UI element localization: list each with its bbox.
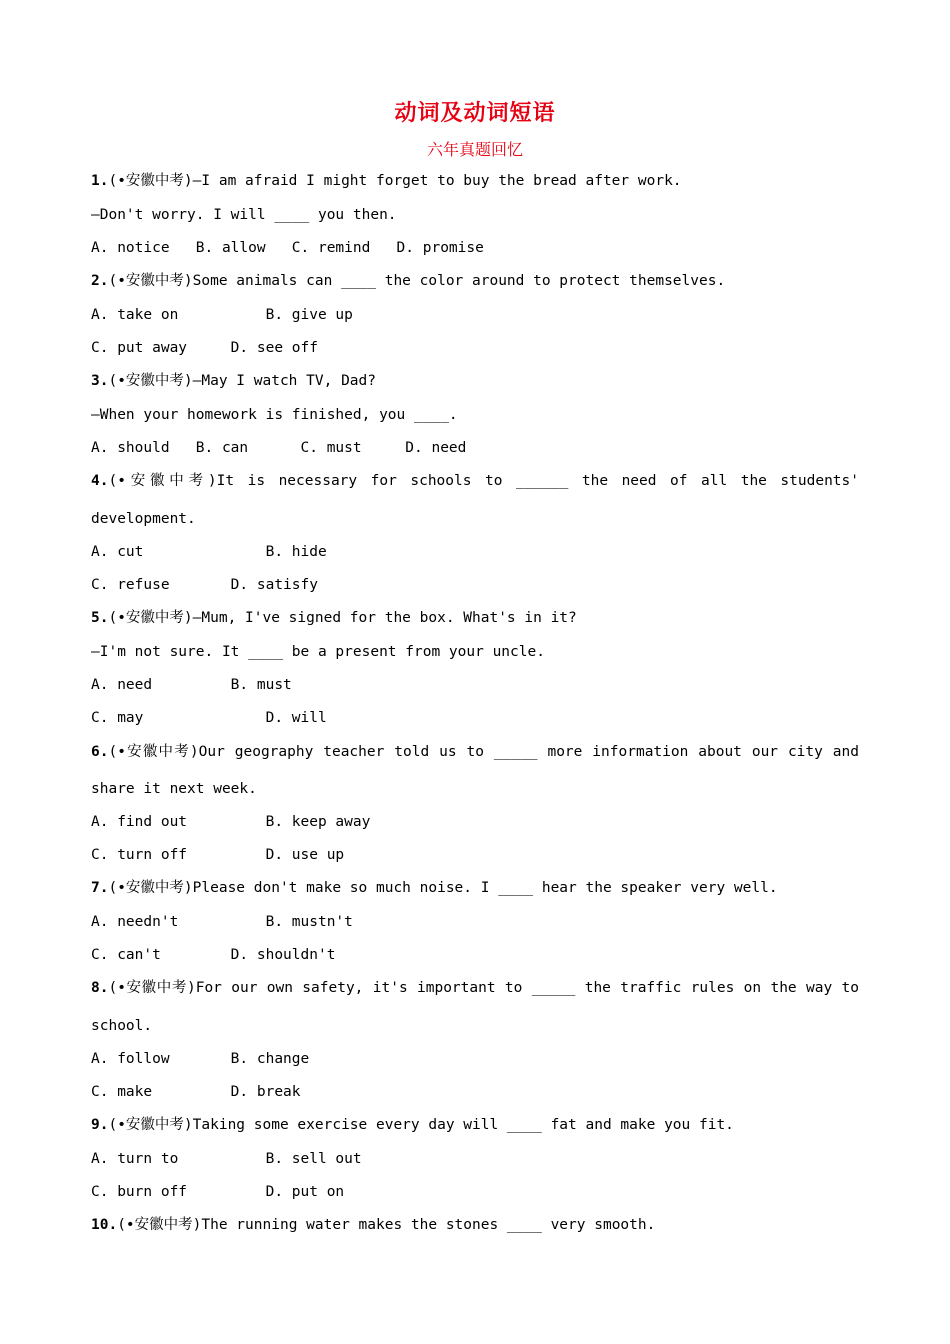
question-4-options-line-2: C. refuse D. satisfy — [91, 577, 318, 593]
question-6-continuation: share it next week. — [91, 781, 257, 797]
question-number: 8. — [91, 980, 109, 996]
question-7-options-line-1: A. needn't B. mustn't — [91, 914, 353, 930]
question-1-options: A. notice B. allow C. remind D. promise — [91, 240, 484, 256]
question-number: 6. — [91, 744, 109, 760]
question-2-options-line-2: C. put away D. see off — [91, 340, 318, 356]
question-1-continuation: —Don't worry. I will ____ you then. — [91, 207, 397, 223]
question-8-options-line-2: C. make D. break — [91, 1084, 301, 1100]
question-6-stem: 6.(•安徽中考)Our geography teacher told us to _____ more information about our city and — [91, 744, 859, 760]
question-2-options-line-1: A. take on B. give up — [91, 307, 353, 323]
question-5-options-line-1: A. need B. must — [91, 677, 292, 693]
question-number: 2. — [91, 273, 109, 289]
question-9-options-line-2: C. burn off D. put on — [91, 1184, 345, 1200]
question-6-options-line-1: A. find out B. keep away — [91, 814, 371, 830]
question-number: 1. — [91, 173, 109, 189]
question-number: 3. — [91, 373, 109, 389]
question-6-options-line-2: C. turn off D. use up — [91, 847, 345, 863]
question-7-options-line-2: C. can't D. shouldn't — [91, 947, 336, 963]
question-8-options-line-1: A. follow B. change — [91, 1051, 310, 1067]
question-7-stem: 7.(•安徽中考)Please don't make so much noise. I ____ hear the speaker very well. — [91, 880, 778, 896]
question-8-stem: 8.(•安徽中考)For our own safety, it's important to _____ the traffic rules on the way to — [91, 980, 859, 996]
section-subtitle: 六年真题回忆 — [426, 140, 523, 159]
question-3-options: A. should B. can C. must D. need — [91, 440, 467, 456]
question-number: 5. — [91, 610, 109, 626]
question-2-stem: 2.(•安徽中考)Some animals can ____ the color around to protect themselves. — [91, 273, 726, 289]
question-5-stem: 5.(•安徽中考)—Mum, I've signed for the box. What's in it? — [91, 610, 577, 626]
question-1-stem: 1.(•安徽中考)—I am afraid I might forget to buy the bread after work. — [91, 173, 682, 189]
question-10-stem: 10.(•安徽中考)The running water makes the stones ____ very smooth. — [91, 1217, 656, 1233]
question-3-continuation: —When your homework is finished, you ____. — [91, 407, 458, 423]
question-number: 7. — [91, 880, 109, 896]
question-4-stem: 4.(•安徽中考)It is necessary for schools to ______ the need of all the students' — [91, 473, 859, 489]
question-5-continuation: —I'm not sure. It ____ be a present from your uncle. — [91, 644, 545, 660]
question-9-stem: 9.(•安徽中考)Taking some exercise every day will ____ fat and make you fit. — [91, 1117, 734, 1133]
question-number: 9. — [91, 1117, 109, 1133]
question-number: 4. — [91, 473, 109, 489]
question-9-options-line-1: A. turn to B. sell out — [91, 1151, 362, 1167]
question-3-stem: 3.(•安徽中考)—May I watch TV, Dad? — [91, 373, 376, 389]
document-title: 动词及动词短语 — [394, 101, 556, 126]
question-8-continuation: school. — [91, 1018, 153, 1034]
question-4-continuation: development. — [91, 511, 196, 527]
question-number: 10. — [91, 1217, 118, 1233]
question-5-options-line-2: C. may D. will — [91, 710, 327, 726]
question-4-options-line-1: A. cut B. hide — [91, 544, 327, 560]
